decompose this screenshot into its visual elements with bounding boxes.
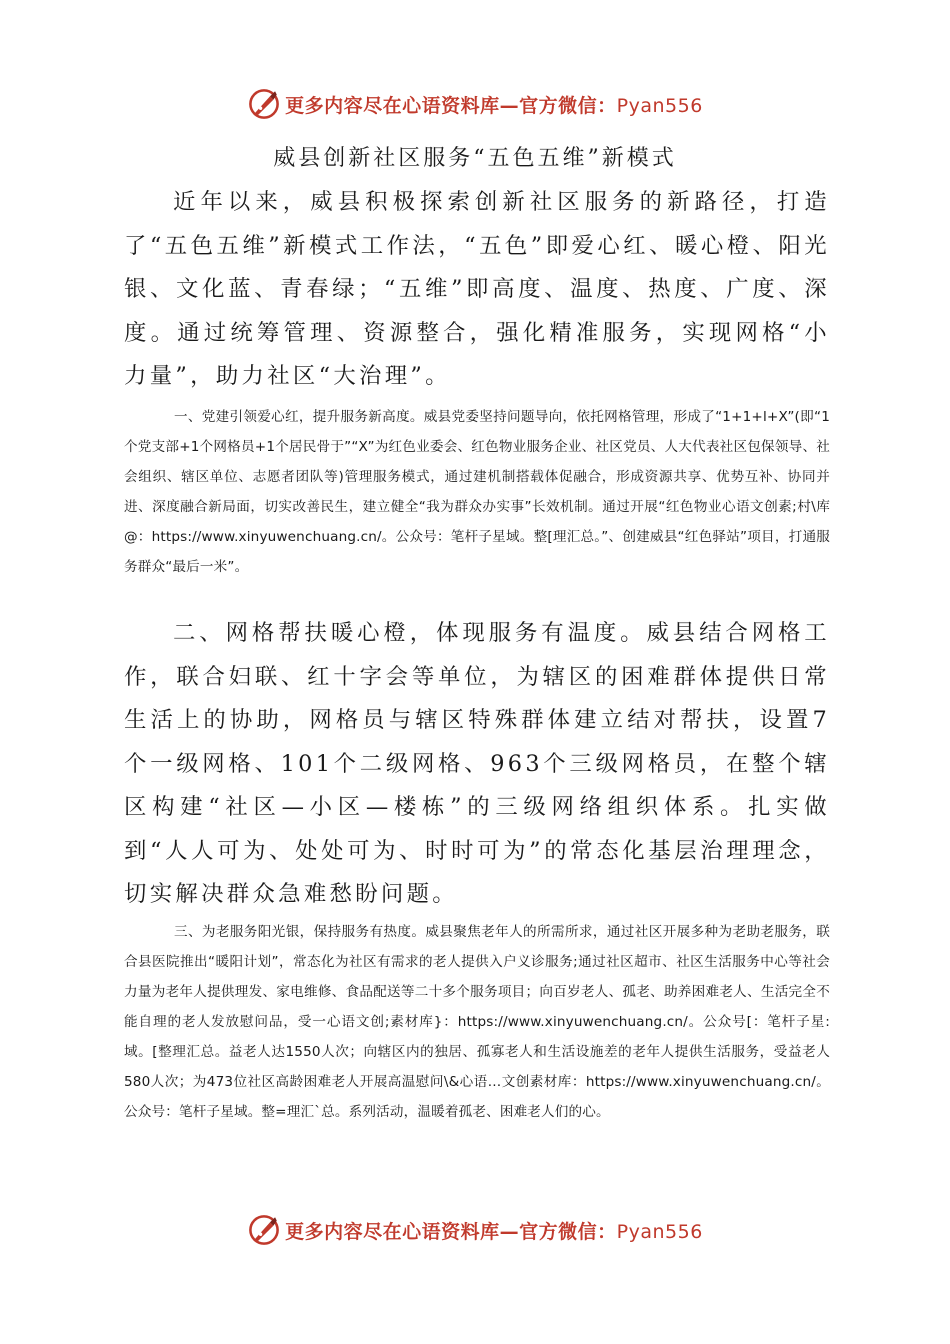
footer-banner-account: Pyan556 xyxy=(616,1220,703,1243)
pen-nib-logo-icon xyxy=(247,1213,281,1247)
section-three-paragraph: 三、为老服务阳光银，保持服务有热度。威县聚焦老年人的所需所求，通过社区开展多种为老助老服务，联合县医院推出“暖阳计划”，常态化为社区有需求的老人提供入户义诊服务;通过社区超市、社区生活服务中心等社会力量为老年人提供理发、家电维修、食品配送等二十多个服务项目；向百岁老人、孤老、助养困难老人、生活完全不能自理的老人发放慰问品，受一心语文创;素材库}：https://www.xinyuwenchuang.cn/。公众号[：笔杆子星:域。[整理汇总。益老人达1550人次；向辖区内的独居、孤寡老人和生活设施差的老年人提供生活服务，受益老人580人次；为473位社区高龄困难老人开展高温慰问\&心语…文创素材库：https://www.xinyuwenchuang.cn/。公众号：笔杆子星域。整=理汇`总。系列活动，温暖着孤老、困难老人们的心。 xyxy=(124,924,830,1120)
pen-nib-logo-icon xyxy=(247,87,281,121)
banner-account: Pyan556 xyxy=(616,94,703,117)
footer-banner-slogan: 更多内容尽在心语资料库—官方微信： xyxy=(285,1220,617,1243)
header-banner xyxy=(0,84,950,124)
footer-banner-text xyxy=(285,1217,703,1244)
banner-text xyxy=(285,91,703,118)
footer-banner xyxy=(0,1210,950,1250)
document-title: 威县创新社区服务“五色五维”新模式 xyxy=(273,146,677,171)
banner-slogan: 更多内容尽在心语资料库—官方微信： xyxy=(285,94,617,117)
section-one-paragraph: 一、党建引领爱心红，提升服务新高度。威县党委坚持问题导向，依托网格管理，形成了“1+1+l+X”(即“1个党支部+1个网格员+1个居民骨于”“X”为红色业委会、红色物业服务企业、社区党员、人大代表社区包保领导、社会组织、辖区单位、志愿者团队等)管理服务模式，通过建机制搭载体促融合，形成资源共享、优势互补、协同并进、深度融合新局面，切实改善民生，建立健全“我为群众办实事”长效机制。通过开展“红色物业心语文创素;村\库@：https://www.xinyuwenchuang.cn/。公众号：笔杆子星域。整[理汇总。”、创建威县“红色驿站”项目，打通服务群众“最后一米”。 xyxy=(124,409,830,575)
section-two-paragraph: 二、网格帮扶暖心橙，体现服务有温度。威县结合网格工作，联合妇联、红十字会等单位，为辖区的困难群体提供日常生活上的协助，网格员与辖区特殊群体建立结对帮扶，设置7个一级网格、101个二级网格、963个三级网格员，在整个辖区构建“社区—小区—楼栋”的三级网络组织体系。扎实做到“人人可为、处处可为、时时可为”的常态化基层治理理念，切实解决群众急难愁盼问题。 xyxy=(124,620,830,907)
intro-paragraph: 近年以来，威县积极探索创新社区服务的新路径，打造了“五色五维”新模式工作法，“五色”即爱心红、暖心橙、阳光银、文化蓝、青春绿；“五维”即高度、温度、热度、广度、深度。通过统筹管理、资源整合，强化精准服务，实现网格“小力量”，助力社区“大治理”。 xyxy=(124,189,830,389)
